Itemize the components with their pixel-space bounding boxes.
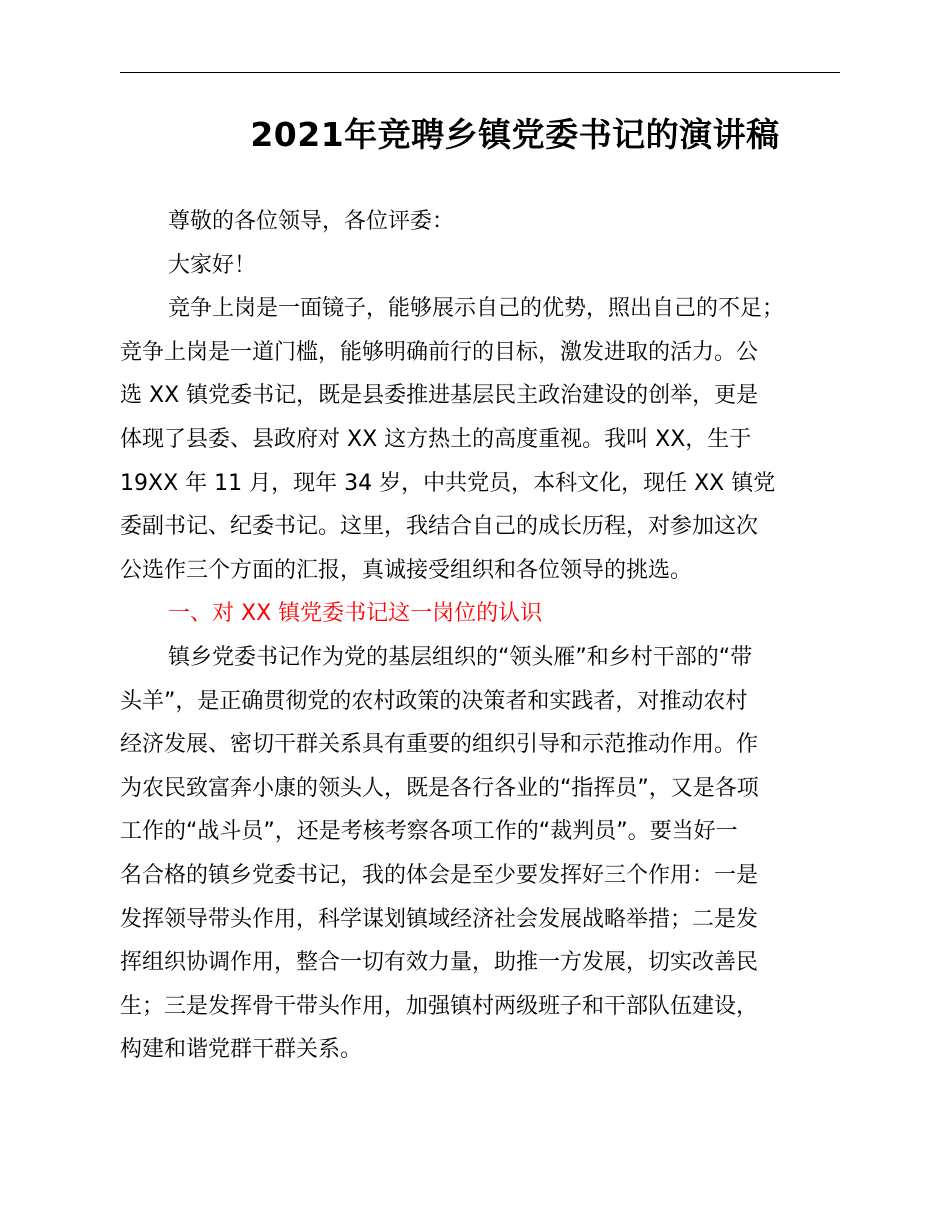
paragraph-2-line: 为农民致富奔小康的领头人，既是各行各业的“指挥员”，又是各项 xyxy=(120,775,759,801)
paragraph-2-line: 构建和谐党群干群关系。 xyxy=(120,1037,363,1063)
paragraph-2-line: 发挥领导带头作用，科学谋划镇域经济社会发展战略举措；二是发 xyxy=(120,906,759,932)
paragraph-2-line: 工作的“战斗员”，还是考核考察各项工作的“裁判员”。要当好一 xyxy=(120,819,738,845)
paragraph-1-line: 公选作三个方面的汇报，真诚接受组织和各位领导的挑选。 xyxy=(120,557,693,583)
document-title: 2021年竞聘乡镇党委书记的演讲稿 xyxy=(250,115,780,154)
paragraph-1-line: 竞争上岗是一道门槛，能够明确前行的目标，激发进取的活力。公 xyxy=(120,339,759,365)
header-rule xyxy=(120,72,840,73)
paragraph-2-line: 头羊”，是正确贯彻党的农村政策的决策者和实践者，对推动农村 xyxy=(120,688,748,714)
paragraph-1-line: 体现了县委、县政府对 XX 这方热土的高度重视。我叫 XX，生于 xyxy=(120,426,752,452)
paragraph-1-line: 委副书记、纪委书记。这里，我结合自己的成长历程，对参加这次 xyxy=(120,514,759,540)
paragraph-2-line: 名合格的镇乡党委书记，我的体会是至少要发挥好三个作用：一是 xyxy=(120,862,759,888)
salutation: 尊敬的各位领导，各位评委： xyxy=(168,209,455,234)
greeting: 大家好！ xyxy=(168,252,257,278)
section-1-heading: 一、对 XX 镇党委书记这一岗位的认识 xyxy=(168,601,543,627)
paragraph-1-line: 19XX 年 11 月，现年 34 岁，中共党员，本科文化，现任 XX 镇党 xyxy=(120,470,776,496)
paragraph-2-line: 挥组织协调作用，整合一切有效力量，助推一方发展，切实改善民 xyxy=(120,950,759,976)
paragraph-2-line: 生；三是发挥骨干带头作用，加强镇村两级班子和干部队伍建设， xyxy=(120,993,759,1019)
paragraph-2-line: 镇乡党委书记作为党的基层组织的“领头雁”和乡村干部的“带 xyxy=(168,644,753,670)
paragraph-1-line: 竞争上岗是一面镜子，能够展示自己的优势，照出自己的不足； xyxy=(168,296,785,322)
paragraph-2-line: 经济发展、密切干群关系具有重要的组织引导和示范推动作用。作 xyxy=(120,732,759,758)
paragraph-1-line: 选 XX 镇党委书记，既是县委推进基层民主政治建设的创举，更是 xyxy=(120,383,759,409)
document-body xyxy=(120,200,870,1072)
